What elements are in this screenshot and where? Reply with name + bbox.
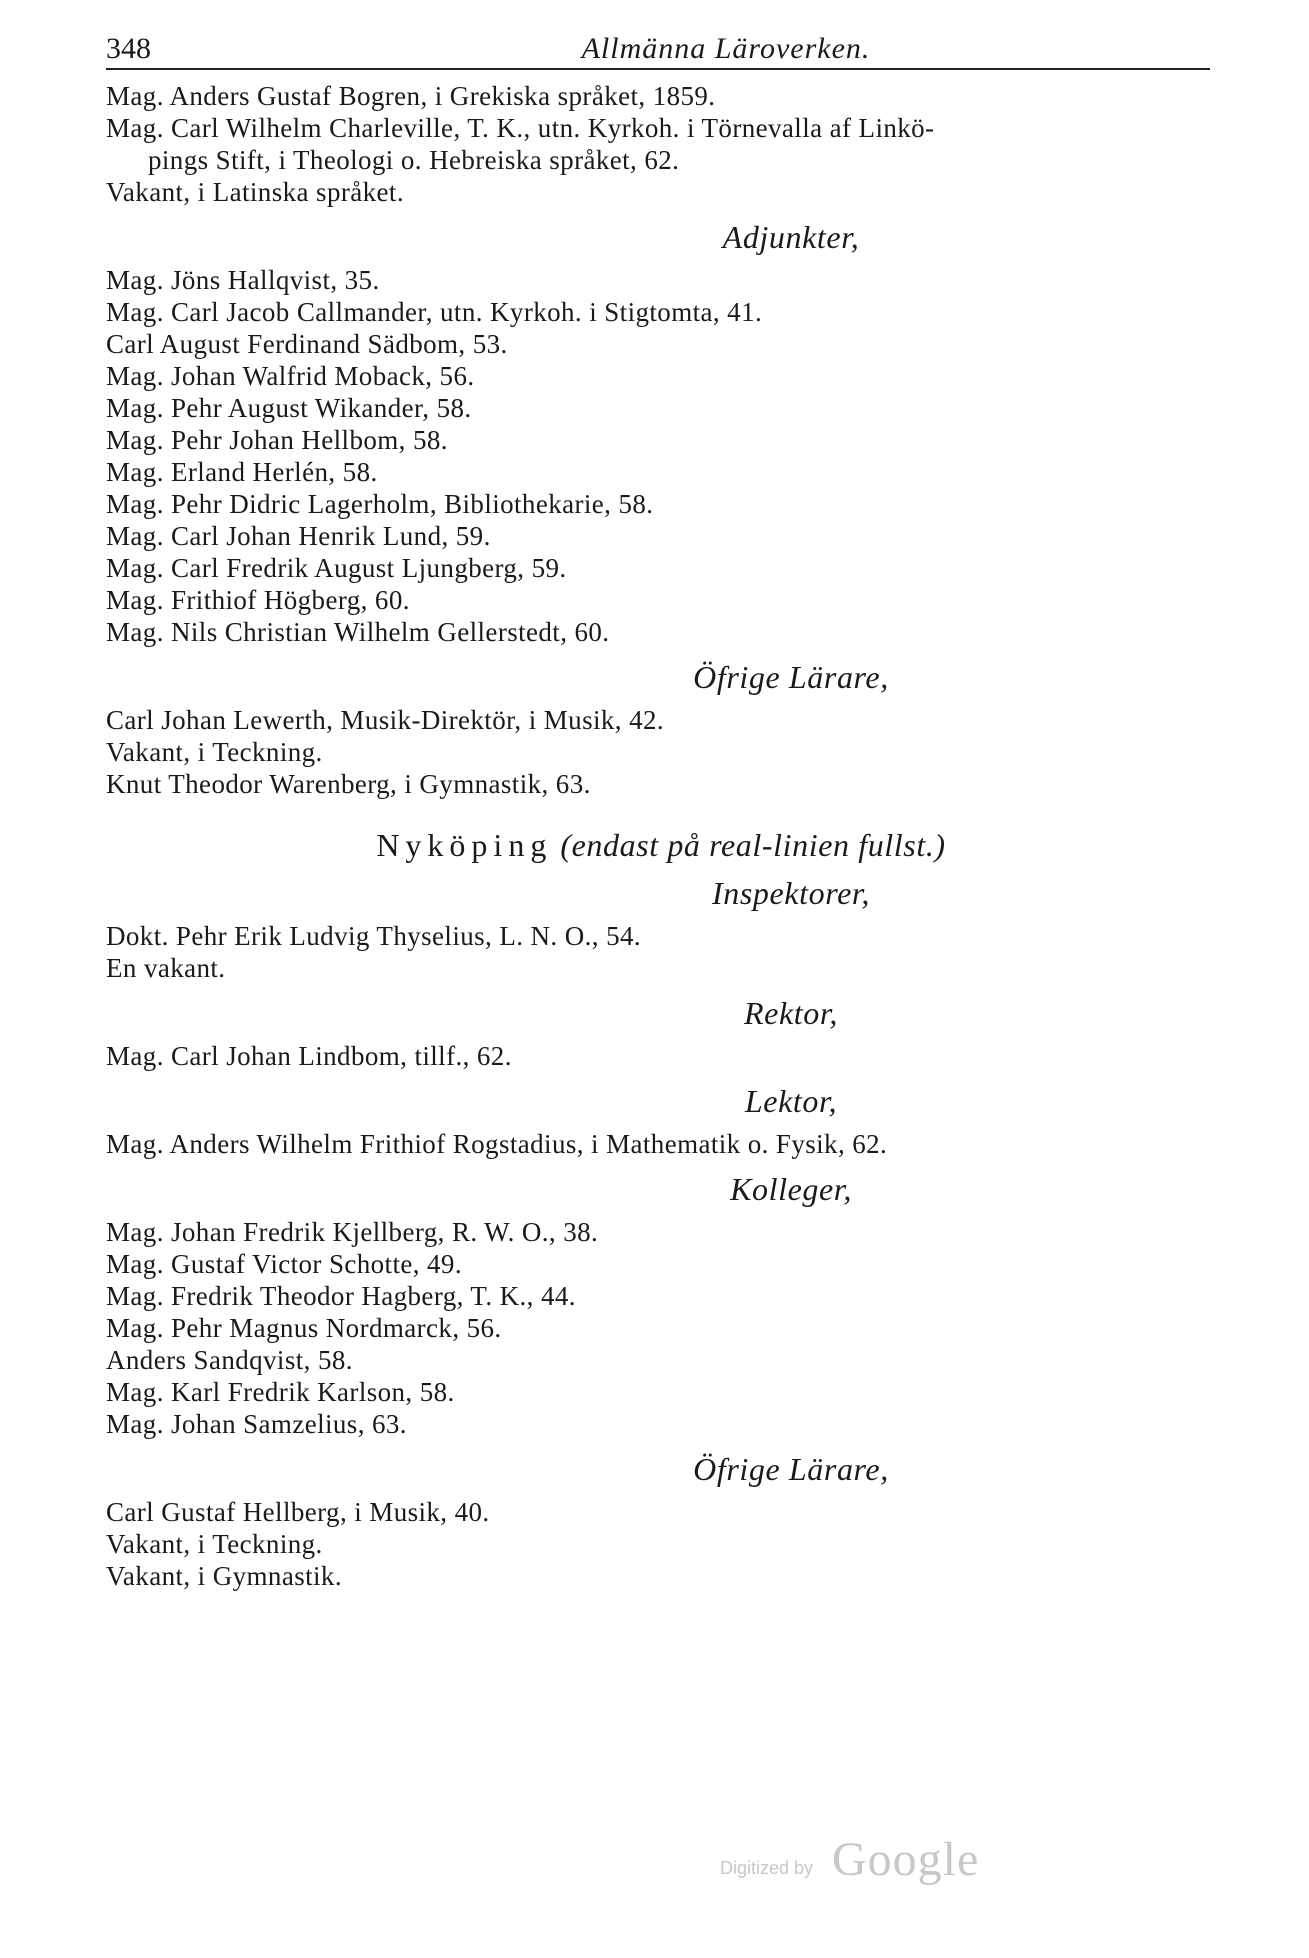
google-logo: Google [832,1833,980,1886]
entry-line: Dokt. Pehr Erik Ludvig Thyselius, L. N. O., 54. [106,921,642,951]
entry-line: Carl Johan Lewerth, Musik-Direktör, i Musik, 42. [106,705,665,735]
entry-line: Vakant, i Teckning. [106,1529,323,1559]
city-name: Nyköping [376,827,553,863]
entry-line: Vakant, i Teckning. [106,737,323,767]
section-heading-lektor: Lektor, [744,1083,838,1119]
entry-line: Mag. Johan Walfrid Moback, 56. [106,361,475,391]
entry-line: Mag. Pehr Magnus Nordmarck, 56. [106,1313,502,1343]
entry-line: En vakant. [106,953,226,983]
entry-line: Vakant, i Gymnastik. [106,1561,342,1591]
page-number: 348 [106,32,151,65]
entry-line: Mag. Karl Fredrik Karlson, 58. [106,1377,455,1407]
entry-line: Mag. Johan Fredrik Kjellberg, R. W. O., 38. [106,1217,599,1247]
entry-line: Mag. Anders Wilhelm Frithiof Rogstadius, i Mathematik o. Fysik, 62. [106,1129,888,1159]
entry-line: Mag. Jöns Hallqvist, 35. [106,265,380,295]
entry-line: Mag. Erland Herlén, 58. [106,457,378,487]
page-header [106,30,1210,70]
entry-line: Mag. Pehr Johan Hellbom, 58. [106,425,448,455]
entry-line: Mag. Fredrik Theodor Hagberg, T. K., 44. [106,1281,576,1311]
section-heading-inspektorer: Inspektorer, [712,875,870,911]
entry-line: Mag. Carl Jacob Callmander, utn. Kyrkoh. i Stigtomta, 41. [106,297,763,327]
city-note: (endast på real-linien fullst.) [560,827,946,863]
section-heading-kolleger: Kolleger, [730,1171,852,1207]
entry-line: Mag. Johan Samzelius, 63. [106,1409,407,1439]
watermark-digitized-by: Digitized by [720,1858,814,1878]
entry-line: Mag. Frithiof Högberg, 60. [106,585,410,615]
entry-line: Mag. Carl Johan Lindbom, tillf., 62. [106,1041,512,1071]
running-title: Allmänna Läroverken. [581,32,871,65]
entry-line: Mag. Anders Gustaf Bogren, i Grekiska språket, 1859. [106,81,716,111]
entry-line: Carl Gustaf Hellberg, i Musik, 40. [106,1497,490,1527]
school-heading-nykoping [106,826,1216,864]
entry-line: Mag. Carl Wilhelm Charleville, T. K., utn. Kyrkoh. i Törnevalla af Linkö- [106,113,935,143]
entry-line: Anders Sandqvist, 58. [106,1345,353,1375]
entry-line: Mag. Pehr August Wikander, 58. [106,393,472,423]
section-heading-ofrige-larare-2: Öfrige Lärare, [693,1451,889,1487]
entry-line-continuation: pings Stift, i Theologi o. Hebreiska språket, 62. [148,145,680,175]
entry-line: Mag. Pehr Didric Lagerholm, Bibliothekarie, 58. [106,489,654,519]
entry-line: Mag. Carl Johan Henrik Lund, 59. [106,521,491,551]
section-heading-rektor: Rektor, [744,995,838,1031]
page-content [106,80,1216,1592]
entry-line: Carl August Ferdinand Sädbom, 53. [106,329,508,359]
section-heading-ofrige-larare: Öfrige Lärare, [693,659,889,695]
entry-line: Vakant, i Latinska språket. [106,177,404,207]
google-watermark [720,1832,1020,1892]
header-rule [106,68,1210,70]
entry-line: Mag. Gustaf Victor Schotte, 49. [106,1249,462,1279]
section-heading-adjunkter: Adjunkter, [722,219,860,255]
entry-line: Mag. Nils Christian Wilhelm Gellerstedt, 60. [106,617,610,647]
entry-line: Knut Theodor Warenberg, i Gymnastik, 63. [106,769,591,799]
entry-line: Mag. Carl Fredrik August Ljungberg, 59. [106,553,567,583]
